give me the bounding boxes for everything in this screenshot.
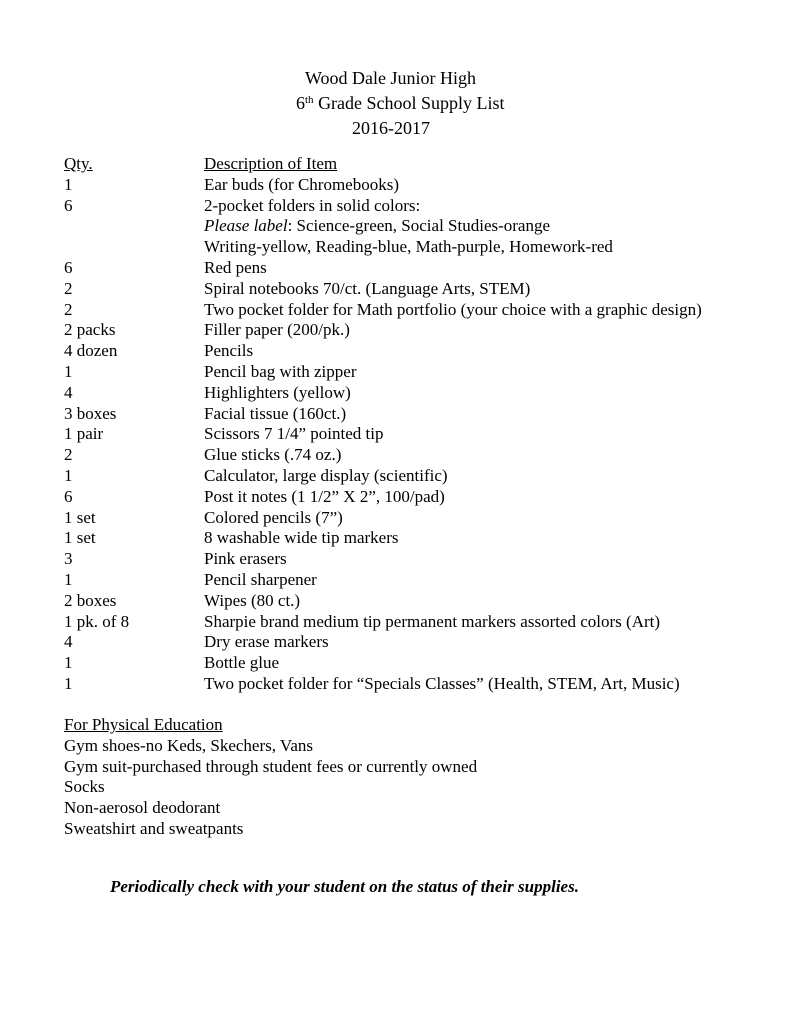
footer-note: Periodically check with your student on the status of their supplies. (110, 877, 579, 896)
table-row (64, 216, 764, 237)
item-qty: 3 (64, 549, 73, 569)
item-qty: 1 (64, 174, 73, 194)
table-row (64, 445, 764, 466)
table-row (64, 653, 764, 674)
item-description: Two pocket folder for “Specials Classes” (Health, STEM, Art, Music) (204, 673, 680, 693)
item-qty: 1 (64, 653, 73, 673)
list-item: Gym shoes-no Keds, Skechers, Vans (64, 735, 313, 755)
item-description: Filler paper (200/pk.) (204, 320, 350, 340)
item-qty: 1 (64, 465, 73, 485)
item-qty: 1 pair (64, 424, 104, 444)
item-qty (64, 237, 204, 258)
item-description: Pink erasers (204, 549, 287, 569)
item-qty: 2 packs (64, 320, 116, 340)
item-description: Spiral notebooks 70/ct. (Language Arts, STEM) (204, 278, 531, 298)
pe-heading: For Physical Education (64, 715, 223, 734)
item-qty: 2 (64, 278, 73, 298)
table-header-row (64, 154, 764, 175)
item-description: Ear buds (for Chromebooks) (204, 174, 399, 194)
item-description: 2-pocket folders in solid colors: (204, 195, 421, 215)
item-qty: 4 (64, 632, 73, 652)
item-description: Calculator, large display (scientific) (204, 465, 448, 485)
table-row (64, 528, 764, 549)
item-qty: 1 set (64, 507, 96, 527)
table-row (64, 674, 764, 695)
list-title (296, 91, 791, 116)
item-description: Scissors 7 1/4” pointed tip (204, 424, 384, 444)
item-qty: 6 (64, 486, 73, 506)
item-description: Pencil bag with zipper (204, 361, 357, 381)
item-description: Red pens (204, 257, 267, 277)
item-qty: 6 (64, 257, 73, 277)
item-qty: 4 (64, 382, 73, 402)
grade-number: 6 (296, 93, 305, 113)
item-qty: 1 pk. of 8 (64, 611, 130, 631)
item-description: Bottle glue (204, 653, 280, 673)
description-column-header: Description of Item (204, 154, 338, 173)
table-row (64, 570, 764, 591)
list-item: Sweatshirt and sweatpants (64, 818, 244, 838)
list-item: Gym suit-purchased through student fees or currently owned (64, 756, 478, 776)
item-qty: 4 dozen (64, 341, 118, 361)
table-row (64, 508, 764, 529)
table-row (64, 632, 764, 653)
please-label-text: Please label (204, 216, 288, 236)
table-row (64, 300, 764, 321)
item-qty: 2 boxes (64, 590, 117, 610)
folder-colors-text: : Science-green, Social Studies-orange (287, 216, 551, 236)
list-item: Non-aerosol deodorant (64, 798, 221, 818)
item-qty: 1 (64, 569, 73, 589)
table-row (64, 549, 764, 570)
item-description: Dry erase markers (204, 632, 329, 652)
item-qty: 6 (64, 195, 73, 215)
item-description: Glue sticks (.74 oz.) (204, 445, 342, 465)
item-description: Pencil sharpener (204, 569, 317, 589)
document-header (0, 66, 791, 141)
item-qty: 2 (64, 299, 73, 319)
table-row (64, 487, 764, 508)
item-description: Sharpie brand medium tip permanent markers assorted colors (Art) (204, 611, 661, 631)
item-description: Facial tissue (160ct.) (204, 403, 347, 423)
item-qty: 1 (64, 361, 73, 381)
item-description: Pencils (204, 341, 254, 361)
physical-education-section (64, 715, 724, 840)
grade-title: Grade School Supply List (313, 93, 505, 113)
school-name: Wood Dale Junior High (305, 68, 477, 88)
list-item: Socks (64, 777, 105, 797)
table-row (64, 404, 764, 425)
supply-table (64, 154, 764, 695)
item-description: Colored pencils (7”) (204, 507, 343, 527)
table-row (64, 383, 764, 404)
table-row (64, 279, 764, 300)
qty-column-header: Qty. (64, 154, 93, 173)
table-row (64, 591, 764, 612)
item-qty (64, 216, 204, 237)
item-description: Wipes (80 ct.) (204, 590, 301, 610)
item-description (204, 216, 764, 237)
item-description: 8 washable wide tip markers (204, 528, 399, 548)
table-row (64, 341, 764, 362)
table-row (64, 424, 764, 445)
grade-suffix: th (305, 94, 314, 106)
item-qty: 2 (64, 445, 73, 465)
table-row (64, 175, 764, 196)
table-row (64, 258, 764, 279)
item-description: Two pocket folder for Math portfolio (your choice with a graphic design) (204, 299, 702, 319)
item-qty: 1 set (64, 528, 96, 548)
table-row (64, 466, 764, 487)
table-row (64, 196, 764, 217)
item-description: Highlighters (yellow) (204, 382, 351, 402)
table-row (64, 612, 764, 633)
school-year: 2016-2017 (352, 118, 430, 138)
item-description: Post it notes (1 1/2” X 2”, 100/pad) (204, 486, 445, 506)
table-row (64, 362, 764, 383)
table-row (64, 237, 764, 258)
item-qty: 3 boxes (64, 403, 117, 423)
table-row (64, 320, 764, 341)
item-qty: 1 (64, 673, 73, 693)
item-description: Writing-yellow, Reading-blue, Math-purple, Homework-red (204, 237, 613, 257)
